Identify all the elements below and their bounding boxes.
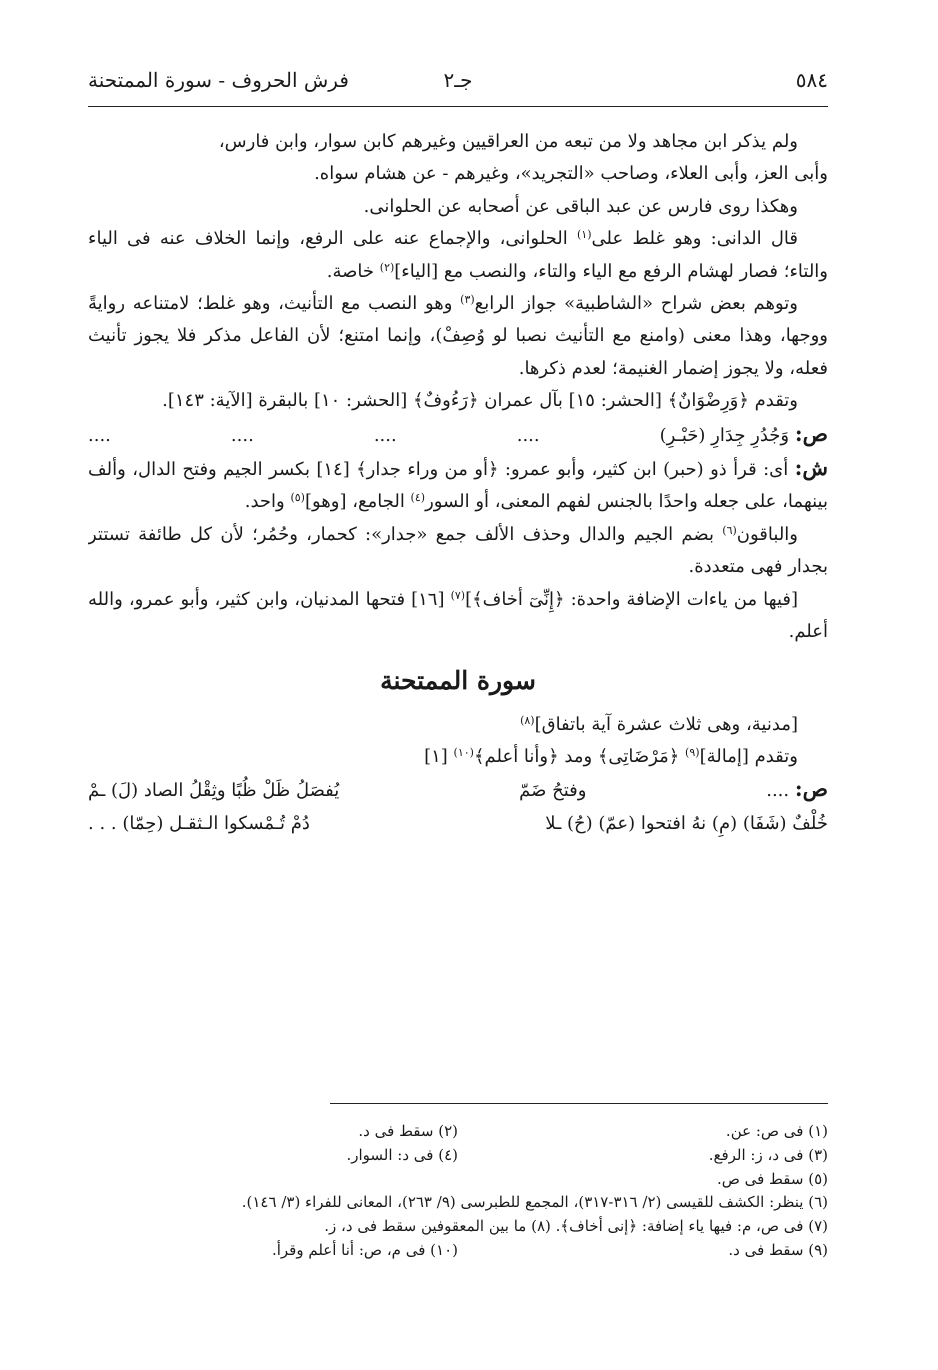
- footnote-row: [88, 1144, 828, 1168]
- footnote-ref: (٥): [290, 491, 305, 505]
- footnote-ref: (٣): [460, 293, 475, 307]
- paragraph-7: [88, 519, 828, 584]
- verse-words: يُفصَلُ ظَلْ ظُبًا وثِقْلُ الصاد (لَ) ـمْ: [88, 780, 340, 802]
- verse-ellipsis: ....: [516, 424, 540, 446]
- verse-label: ص:: [794, 420, 828, 446]
- text-run: [فيها من ياءات الإضافة واحدة: ﴿إِنِّىٓ أخاف﴾]: [465, 588, 799, 610]
- footnote-ref: (٩): [685, 745, 700, 759]
- verse-words: دُمْ تُـمْسكوا الـثقـل (حِمّا) . . .: [88, 812, 310, 834]
- text-run: بضم الجيم والدال وحذف الألف جمع «جدار»: كحمار، وحُمُر؛ لأن كل طائفة تستتر بجدار فهى متعددة.: [88, 523, 828, 578]
- footnote-row: [88, 1120, 828, 1144]
- verse-text: [660, 418, 828, 452]
- footnote-ref: (٧): [450, 588, 466, 602]
- text-run: [مدنية، وهى ثلاث عشرة آية باتفاق]: [534, 713, 798, 735]
- verse-words: وفتحُ ضَمّ: [519, 780, 587, 802]
- footnote-ref: (٤): [410, 491, 426, 505]
- verse-ellipsis: ....: [88, 424, 111, 446]
- footnote-ref: (٦): [722, 523, 737, 537]
- footnote: (٤) فى د: السوار.: [346, 1145, 458, 1164]
- verse-label: ص:: [794, 776, 828, 802]
- footnote-ref: (١): [576, 228, 592, 242]
- verse-words: خُلْفٌ (شَفَا) (مِ) نهُ افتحوا (عمّ) (حُ) ـلا: [545, 812, 828, 834]
- paragraph-4: [88, 288, 828, 385]
- paragraph-3: [88, 223, 828, 288]
- verse-ellipsis: ....: [373, 424, 397, 446]
- main-text: [88, 126, 828, 1066]
- text-run: وتوهم بعض شراح «الشاطبية» جواز الرابع: [474, 293, 798, 315]
- verse-ellipsis: ....: [230, 424, 254, 446]
- text-run: ﴿مَرْضَاتِى﴾ ومد ﴿وأنا أعلم﴾: [473, 745, 686, 767]
- footnote: (٦) ينظر: الكشف للقيسى (٢/ ٣١٦-٣١٧)، المجمع للطبرسى (٩/ ٢٦٣)، المعانى للفراء (٣/ ١٤٦).: [241, 1193, 828, 1212]
- footnote-ref: (١٠): [453, 745, 474, 759]
- text-run: الجامع، [وهو]: [304, 491, 411, 513]
- footnote-rule: [330, 1103, 828, 1104]
- running-header: [88, 62, 828, 102]
- paragraph-9: [88, 709, 828, 741]
- text-run: [١]: [424, 745, 454, 767]
- verse-line-3: [88, 808, 828, 840]
- footnote: (٩) سقط فى د.: [728, 1240, 828, 1259]
- paragraph-8: [88, 584, 828, 649]
- text-run: وهو النصب مع التأنيث، وهو غلط؛ لامتناعه روايةً ووجها، وهذا معنى (وامنع مع التأنيث نصبا لو وُصِفْ)، وإنما امتنع؛ لأن الفاعل مذكر فلا يجوز تأنيث فعله، ولا يجوز إضمار الغنيمة؛ لعدم ذكرها.: [88, 293, 828, 379]
- volume-label: جـ٢: [443, 68, 473, 92]
- text-run: والباقون: [736, 523, 798, 545]
- text-run: قال الدانى: وهو غلط على: [591, 228, 798, 250]
- footnote: (١٠) فى م، ص: أنا أعلم وقرأ.: [271, 1240, 458, 1259]
- verse-text: [766, 773, 828, 807]
- paragraph-1-line-1: ولم يذكر ابن مجاهد ولا من تبعه من العراقيين وغيرهم كابن سوار، وابن فارس،: [218, 131, 798, 152]
- footnote: (٢) سقط فى د.: [358, 1122, 458, 1140]
- verse-line-2: [88, 773, 828, 807]
- paragraph-1-line-2: وأبى العز، وأبى العلاء، وصاحب «التجريد»، وغيرهم - عن هشام سواه.: [314, 163, 828, 185]
- verse-words: وَجُدُرِ جِدَارِ (حَبْـرِ): [659, 424, 790, 446]
- text-run: الحلوانى، والإجماع عنه على الرفع، وإنما الخلاف عنه فى الياء والتاء؛ فصار لهشام الرفع مع الياء والتاء، والنصب مع [الياء]: [88, 228, 828, 282]
- footnote: (٥) سقط فى ص.: [716, 1169, 828, 1188]
- footnote-row: [88, 1239, 828, 1263]
- text-run: وتقدم [إمالة]: [699, 745, 798, 767]
- footnote: (٧) فى ص، م: فيها ياء إضافة: ﴿إنى أخاف﴾. (٨) ما بين المعقوفين سقط فى د، ز.: [324, 1217, 828, 1236]
- verse-line-1: [88, 418, 828, 452]
- verse-ellipsis: ....: [766, 780, 790, 802]
- footnote: (٣) فى د، ز: الرفع.: [708, 1145, 828, 1164]
- paragraph-5: وتقدم ﴿وَرِضْوَانٌ﴾ [الحشر: ١٥] بآل عمران ﴿رَءُوفٌ﴾ [الحشر: ١٠] بالبقرة [الآية: ١٤٣].: [162, 390, 798, 412]
- text-run: أى: قرأ ذو (حبر) ابن كثير، وأبو عمرو: ﴿أو من وراء جدار﴾ [١٤] بكسر الجيم وفتح الدال، وألف بينهما، على جعله واحدًا بالجنس لفهم المعنى، أو السور: [88, 459, 828, 513]
- commentary-paragraph: [88, 452, 828, 519]
- text-run: خاصة.: [326, 260, 380, 282]
- footnote: (١) فى ص: عن.: [725, 1122, 828, 1140]
- sura-heading: سورة الممتحنة: [380, 665, 536, 695]
- header-rule: [88, 106, 828, 107]
- paragraph-10: [88, 741, 828, 773]
- paragraph-1: [88, 126, 828, 191]
- text-run: واحد.: [244, 491, 291, 513]
- footnote-ref: (٨): [520, 713, 535, 727]
- text-run: [١٦] فتحها المدنيان، وابن كثير، وأبو عمرو، والله أعلم.: [88, 588, 828, 643]
- running-title: فرش الحروف - سورة الممتحنة: [88, 68, 349, 92]
- footnote-ref: (٢): [379, 260, 395, 274]
- commentary-label: ش:: [794, 455, 828, 481]
- footnotes: [88, 1120, 828, 1263]
- page-number: ٥٨٤: [795, 68, 828, 92]
- paragraph-2: وهكذا روى فارس عن عبد الباقى عن أصحابه عن الحلوانى.: [363, 195, 798, 217]
